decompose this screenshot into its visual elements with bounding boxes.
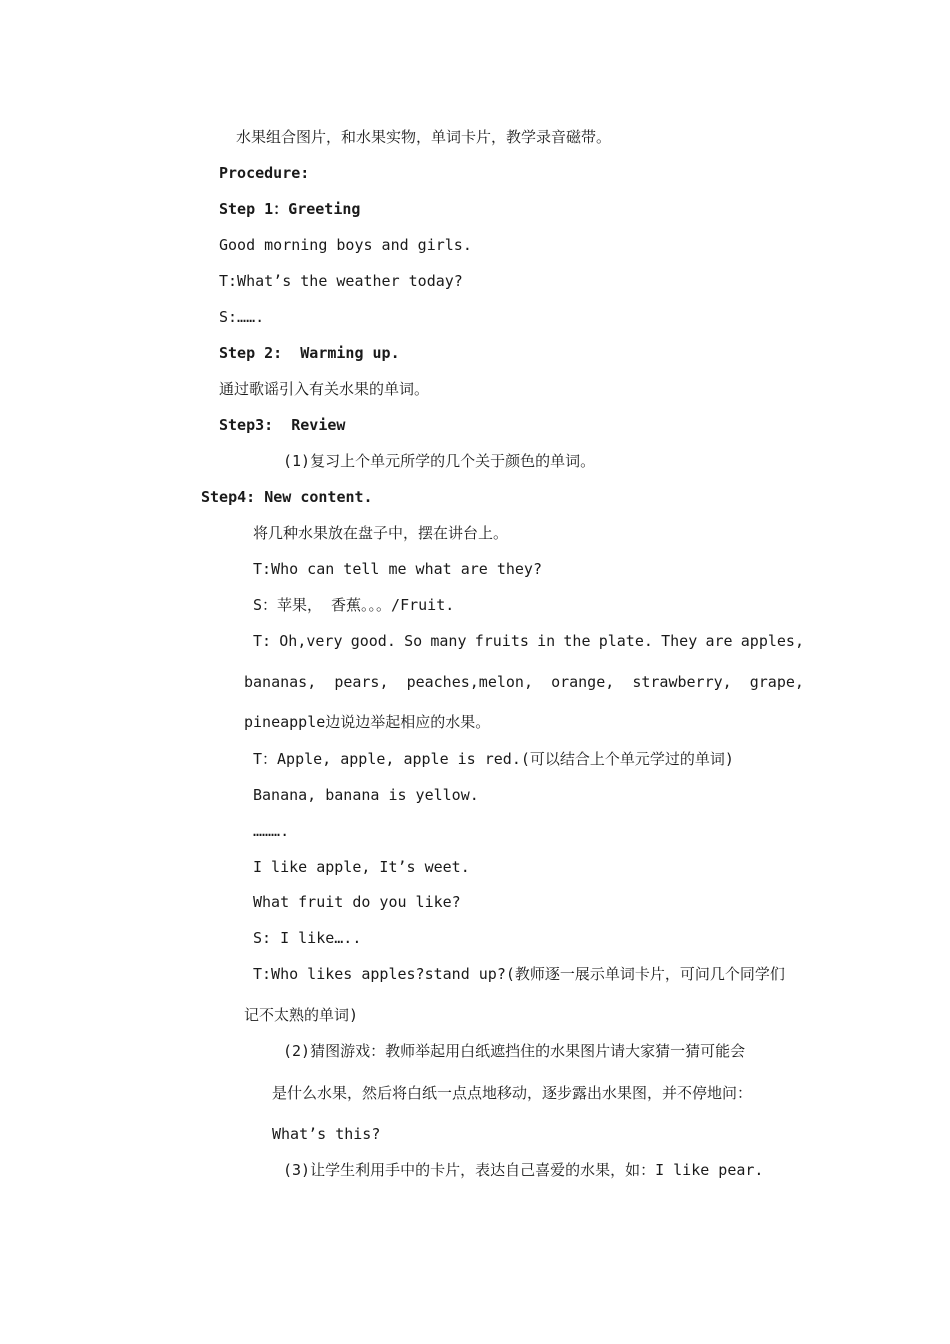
teacher-question: T:Who can tell me what are they? <box>253 560 542 578</box>
guess-game-line-3: What’s this? <box>272 1125 381 1143</box>
student-fruit-answer: S：苹果， 香蕉。。。/Fruit. <box>253 596 455 614</box>
what-fruit-question: What fruit do you like? <box>253 893 461 911</box>
step3-heading: Step3: Review <box>219 416 346 434</box>
word: T: <box>253 632 272 650</box>
card-activity-line: (3)让学生利用手中的卡片，表达自己喜爱的水果，如：I like pear. <box>283 1161 764 1179</box>
fruit-word: bananas, <box>244 673 317 691</box>
fruit-list-line <box>244 672 804 692</box>
materials-line: 水果组合图片，和水果实物，单词卡片，教学录音磁带。 <box>236 128 612 146</box>
like-apple-line: I like apple, It’s weet. <box>253 858 470 876</box>
word: fruits <box>474 632 529 650</box>
step3-text: (1)复习上个单元所学的几个关于颜色的单词。 <box>283 452 596 470</box>
plate-line: 将几种水果放在盘子中，摆在讲台上。 <box>253 524 509 542</box>
teacher-fruits-line <box>253 631 804 651</box>
word: many <box>430 632 467 650</box>
word: Oh,very <box>279 632 343 650</box>
fruit-word: orange, <box>551 673 615 691</box>
word: plate. <box>598 632 653 650</box>
weather-question: T:What’s the weather today? <box>219 272 463 290</box>
step2-text: 通过歌谣引入有关水果的单词。 <box>219 380 430 398</box>
ellipsis-line: ………. <box>253 822 290 840</box>
word: in <box>537 632 556 650</box>
fruit-word: peaches,melon, <box>406 673 533 691</box>
step2-heading: Step 2: Warming up. <box>219 344 400 362</box>
procedure-heading: Procedure: <box>219 164 310 182</box>
step1-heading: Step 1：Greeting <box>219 200 361 218</box>
word: the <box>563 632 591 650</box>
guess-game-line-1: (2)猜图游戏：教师举起用白纸遮挡住的水果图片请大家猜一猜可能会 <box>283 1042 746 1060</box>
word: They <box>661 632 698 650</box>
student-like-answer: S: I like….. <box>253 929 362 947</box>
fruit-word: pears, <box>334 673 389 691</box>
fruit-word: strawberry, <box>632 673 732 691</box>
word: So <box>404 632 423 650</box>
guess-game-line-2: 是什么水果，然后将白纸一点点地移动，逐步露出水果图，并不停地问： <box>272 1084 753 1102</box>
word: apples, <box>740 632 804 650</box>
continuation-line: 记不太熟的单词) <box>244 1006 359 1024</box>
step4-heading: Step4: New content. <box>201 488 373 506</box>
apple-chant: T：Apple, apple, apple is red.(可以结合上个单元学过的单词) <box>253 750 734 768</box>
banana-chant: Banana, banana is yellow. <box>253 786 479 804</box>
word: are <box>705 632 733 650</box>
word: good. <box>350 632 396 650</box>
fruit-word: grape, <box>749 673 804 691</box>
who-likes-line: T:Who likes apples?stand up?(教师逐一展示单词卡片，可问几个同学们 <box>253 965 785 983</box>
greeting-line: Good morning boys and girls. <box>219 236 472 254</box>
pineapple-line: pineapple边说边举起相应的水果。 <box>244 713 491 731</box>
student-answer: S:……. <box>219 308 265 326</box>
